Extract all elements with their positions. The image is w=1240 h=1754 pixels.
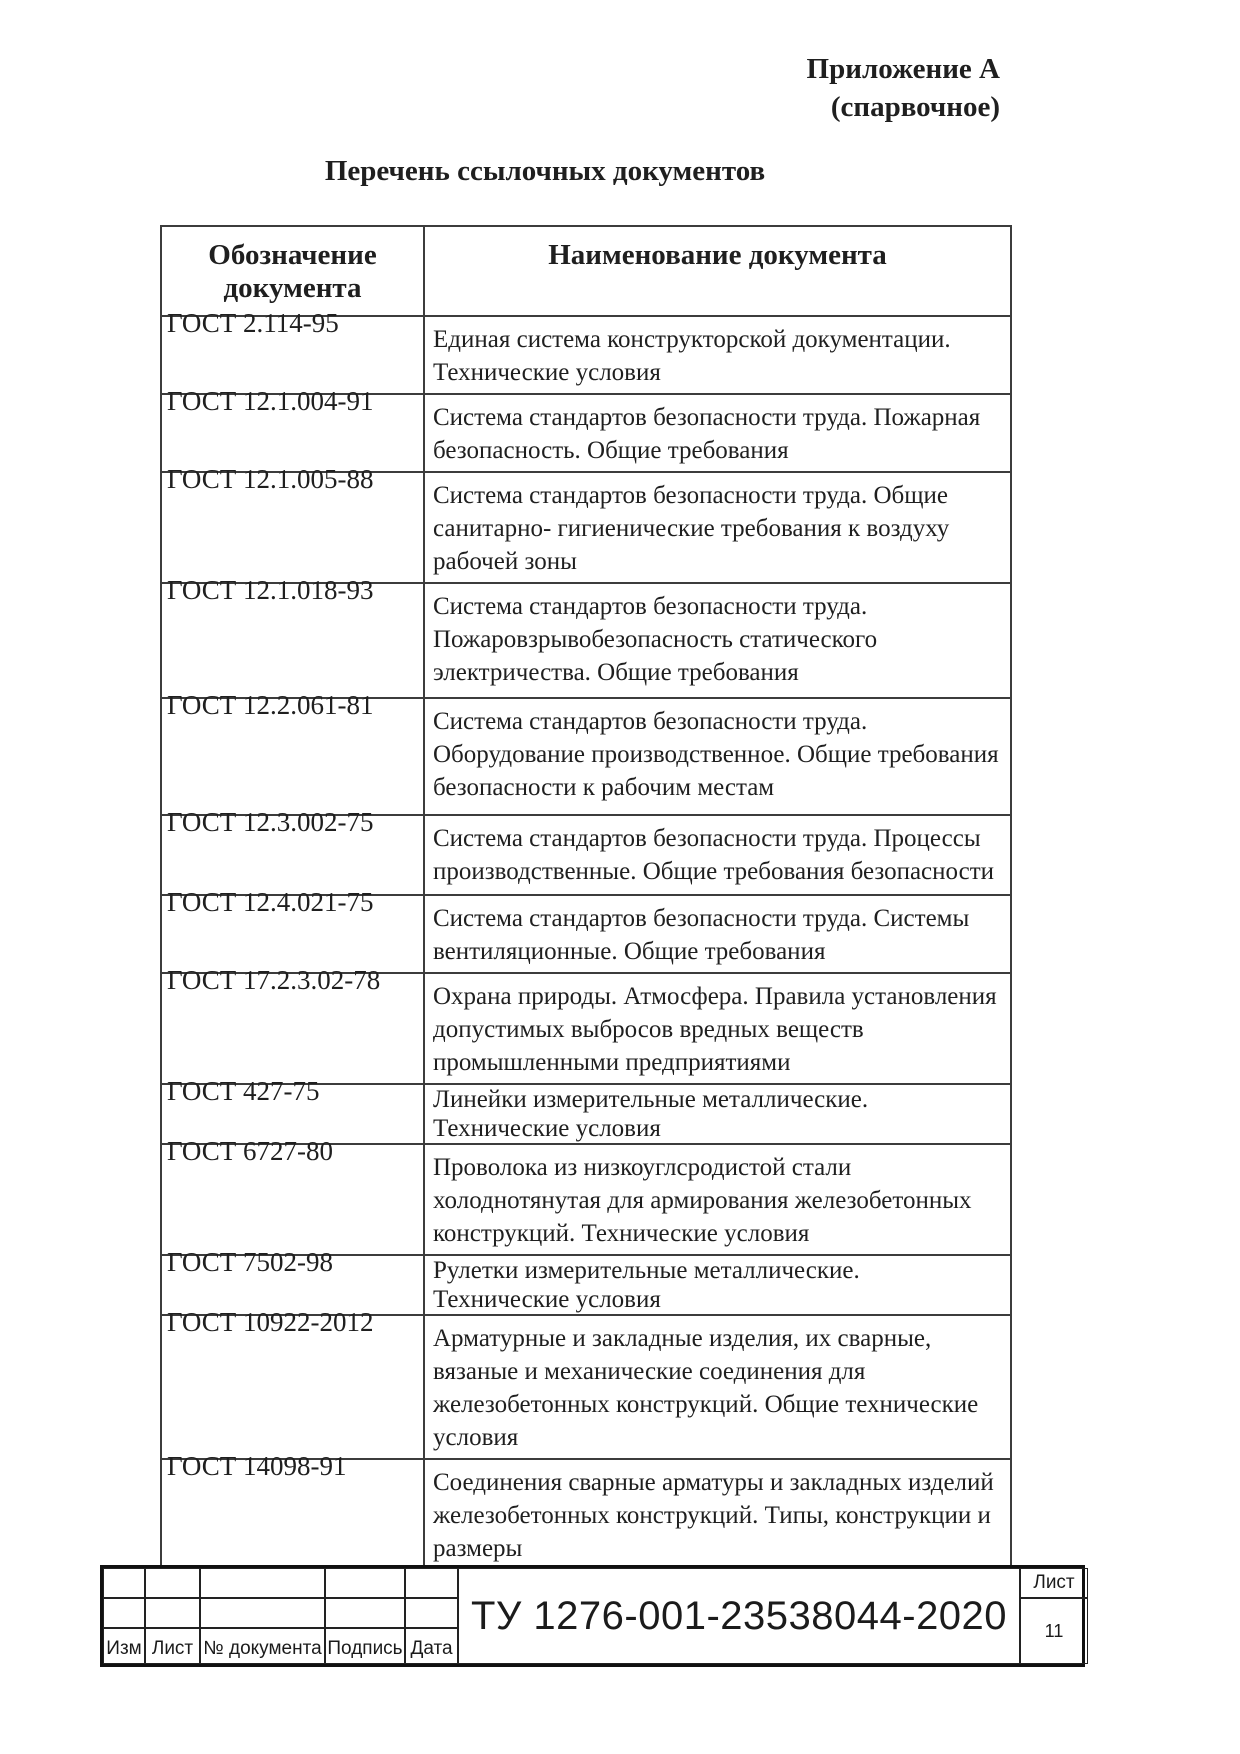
table-row: [161, 1315, 1011, 1459]
table-header-row: [161, 226, 1011, 316]
table-row: [161, 815, 1011, 895]
title-block-empty-cell: [200, 1568, 325, 1598]
title-block-empty-cell: [103, 1568, 145, 1598]
doc-name: Охрана природы. Атмосфера. Правила установления допустимых выбросов вредных веществ промышленными предприятиями: [424, 973, 1011, 1084]
table-row: [161, 1459, 1011, 1570]
title-block-empty-cell: [405, 1568, 458, 1598]
page-title: Перечень ссылочных документов: [324, 154, 766, 187]
doc-designation: ГОСТ 427-75: [161, 1084, 424, 1144]
table-row: [161, 394, 1011, 472]
title-block: [100, 1565, 1085, 1667]
doc-designation: ГОСТ 14098-91: [161, 1459, 424, 1570]
table-row: [161, 583, 1011, 698]
doc-name: Система стандартов безопасности труда. Общие санитарно- гигиенические требования к воздуху рабочей зоны: [424, 472, 1011, 583]
title-block-empty-cell: [103, 1598, 145, 1628]
doc-name: Система стандартов безопасности труда. Пожаровзрывобезопасность статического электричества. Общие требования: [424, 583, 1011, 698]
title-block-empty-cell: [325, 1568, 405, 1598]
table-row: [161, 895, 1011, 973]
column-label-data: Дата: [405, 1628, 458, 1664]
doc-name: Система стандартов безопасности труда. Системы вентиляционные. Общие требования: [424, 895, 1011, 973]
appendix-line2: (спарвочное): [830, 91, 1000, 124]
doc-designation: ГОСТ 12.1.018-93: [161, 583, 424, 698]
doc-designation: ГОСТ 12.1.004-91: [161, 394, 424, 472]
doc-name: Проволока из низкоуглсродистой стали холоднотянутая для армирования железобетонных конструкций. Технические условия: [424, 1144, 1011, 1255]
doc-name: Арматурные и закладные изделия, их сварные, вязаные и механические соединения для железобетонных конструкций. Общие технические условия: [424, 1315, 1011, 1459]
doc-designation: ГОСТ 12.2.061-81: [161, 698, 424, 815]
column-label-podpis: Подпись: [325, 1628, 405, 1664]
doc-name: Соединения сварные арматуры и закладных изделий железобетонных конструкций. Типы, конструкции и размеры: [424, 1459, 1011, 1570]
title-block-empty-cell: [145, 1568, 200, 1598]
table-row: [161, 1084, 1011, 1144]
title-block-empty-cell: [405, 1598, 458, 1628]
document-number: ТУ 1276-001-23538044-2020: [458, 1568, 1020, 1664]
table-row: [161, 316, 1011, 394]
title-block-empty-cell: [325, 1598, 405, 1628]
doc-designation: ГОСТ 12.3.002-75: [161, 815, 424, 895]
doc-designation: ГОСТ 2.114-95: [161, 316, 424, 394]
doc-designation: ГОСТ 17.2.3.02-78: [161, 973, 424, 1084]
header-designation: Обозначение документа: [161, 226, 424, 316]
table-row: [161, 973, 1011, 1084]
doc-name: Единая система конструкторской документации. Технические условия: [424, 316, 1011, 394]
column-label-doc-no: № документа: [200, 1628, 325, 1664]
doc-name: Линейки измерительные металлические. Технические условия: [424, 1084, 1011, 1144]
doc-name: Рулетки измерительные металлические. Технические условия: [424, 1255, 1011, 1315]
doc-designation: ГОСТ 6727-80: [161, 1144, 424, 1255]
sheet-label: Лист: [1020, 1568, 1088, 1598]
column-label-list: Лист: [145, 1628, 200, 1664]
doc-designation: ГОСТ 12.4.021-75: [161, 895, 424, 973]
doc-name: Система стандартов безопасности труда. Оборудование производственное. Общие требования безопасности к рабочим местам: [424, 698, 1011, 815]
table-row: [161, 1255, 1011, 1315]
doc-designation: ГОСТ 7502-98: [161, 1255, 424, 1315]
doc-designation: ГОСТ 12.1.005-88: [161, 472, 424, 583]
table-row: [161, 1144, 1011, 1255]
sheet-number: 11: [1020, 1598, 1088, 1664]
column-label-izm: Изм: [103, 1628, 145, 1664]
appendix-line1: Приложение А: [806, 53, 1000, 85]
title-block-empty-cell: [200, 1598, 325, 1628]
header-name: Наименование документа: [424, 226, 1011, 316]
title-block-empty-cell: [145, 1598, 200, 1628]
referenced-documents-table: [160, 225, 1012, 1571]
table-row: [161, 698, 1011, 815]
table-row: [161, 472, 1011, 583]
doc-name: Система стандартов безопасности труда. Процессы производственные. Общие требования безопасности: [424, 815, 1011, 895]
doc-designation: ГОСТ 10922-2012: [161, 1315, 424, 1459]
appendix-heading: [0, 0, 1000, 127]
doc-name: Система стандартов безопасности труда. Пожарная безопасность. Общие требования: [424, 394, 1011, 472]
